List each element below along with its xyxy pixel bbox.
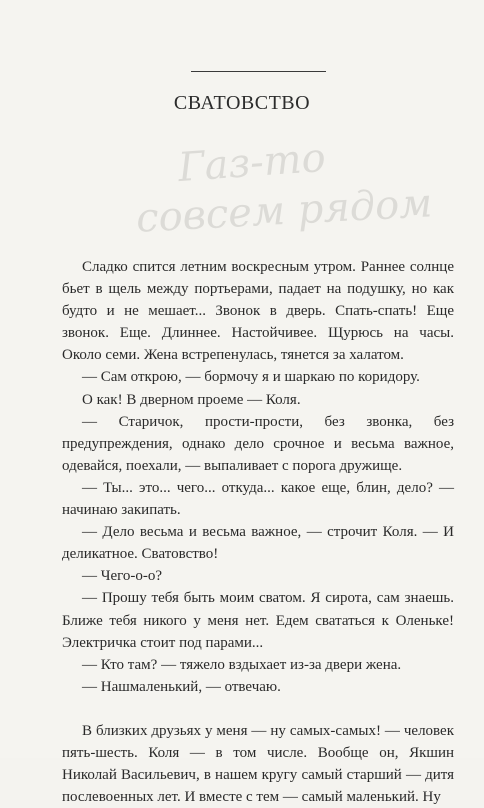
paragraph: — Дело весьма и весьма важное, — строчит Коля. — И деликатное. Сватовство!	[62, 524, 454, 563]
show-through-line-2: совсем рядом	[134, 180, 434, 242]
paragraph: — Чего-о-о?	[82, 568, 163, 585]
chapter-title: СВАТОВСТВО	[173, 92, 311, 114]
paragraph: — Нашмаленький, — отвечаю.	[82, 678, 281, 695]
chapter-rule	[191, 71, 326, 72]
paragraph: — Старичок, прости-прости, без звонка, без предупреждения, однако дело срочное и весьма важное, одевайся, поехали, — выпаливает с порога дружище.	[62, 413, 454, 474]
paragraph: О как! В дверном проеме — Коля.	[82, 391, 301, 408]
paragraph: — Кто там? — тяжело вздыхает из-за двери жена.	[82, 656, 402, 673]
paragraph: В близких друзьях у меня — ну самых-самых! — человек пять-шесть. Коля — в том числе. Вообще он, Якшин Николай Васильевич, в нашем кругу самый старший — дитя послевоенных лет. И вместе с тем — самый маленький. Ну	[62, 722, 454, 806]
paragraph: Сладко спится летним воскресным утром. Раннее солнце бьет в щель между портьерами, падает на подушку, но как будто и не мешает... Звонок в дверь. Спать-спать! Еще звонок. Еще. Длиннее. Настойчивее. Щурюсь на часы. Около семи. Жена встрепенулась, тянется за халатом.	[62, 259, 454, 364]
paragraph: — Прошу тебя быть моим сватом. Я сирота, сам знаешь. Ближе тебя никого у меня нет. Едем свататься к Оленьке! Электричка стоит под парами...	[62, 590, 454, 651]
paragraph: — Ты... это... чего... откуда... какое еще, блин, дело? — начинаю закипать.	[62, 479, 454, 519]
body-text	[62, 256, 454, 808]
paragraph: — Сам открою, — бормочу я и шаркаю по коридору.	[82, 369, 420, 386]
show-through-line-1: Газ-то	[176, 134, 328, 192]
